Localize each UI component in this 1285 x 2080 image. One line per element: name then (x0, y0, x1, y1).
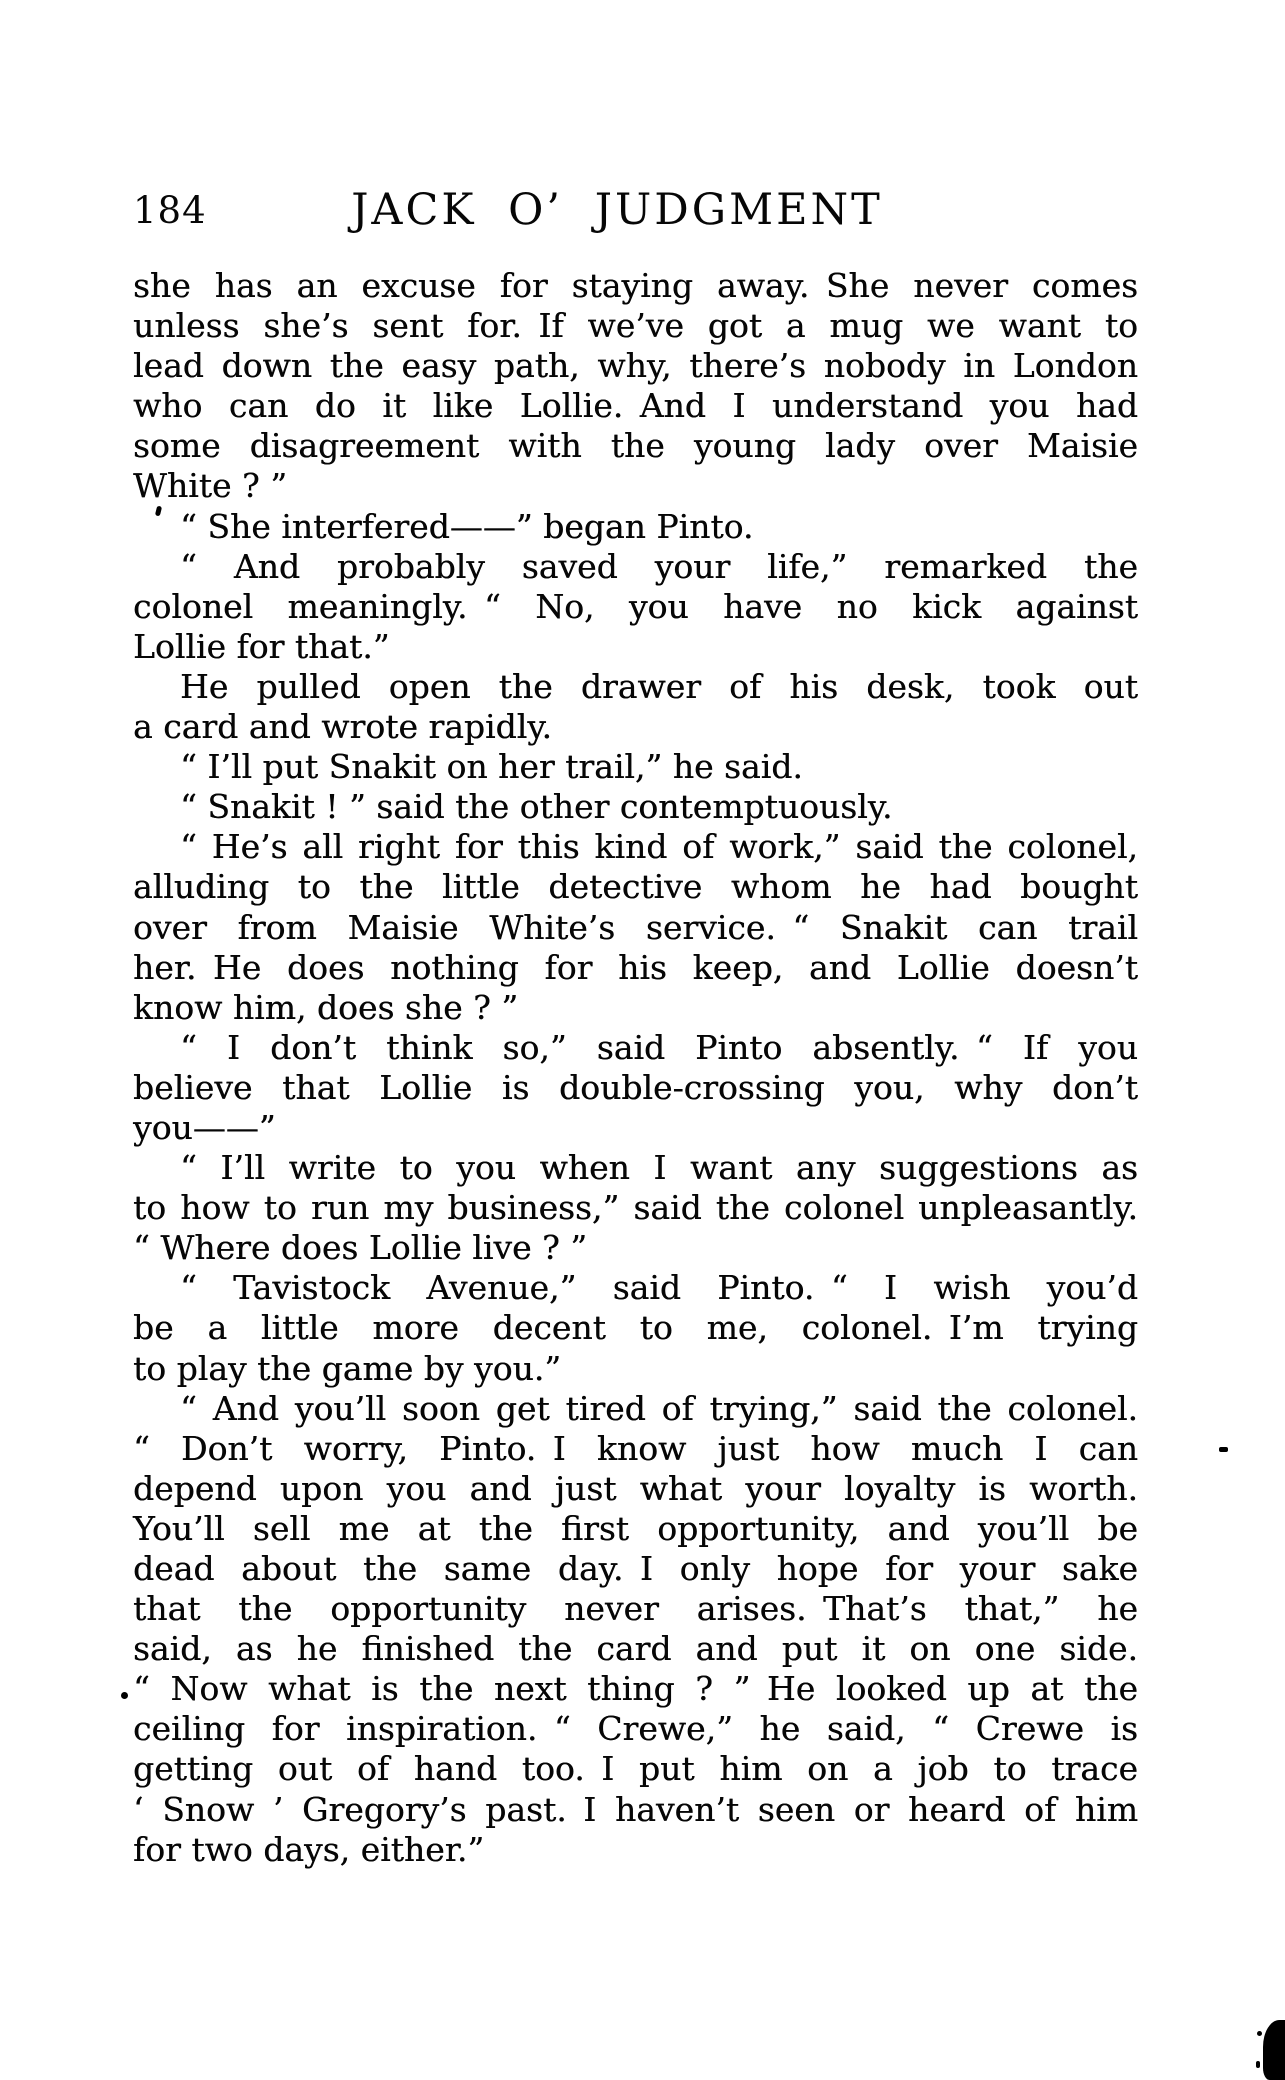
ink-speck (1257, 2031, 1262, 2036)
text-line: alluding to the little detective whom he had bought (133, 867, 1138, 907)
text-line: “ She interfered——” began Pinto. (180, 506, 754, 546)
text-line: Lollie for that.” (133, 626, 390, 666)
text-line: that the opportunity never arises. That’s that,” he (133, 1589, 1138, 1629)
text-line: “ He’s all right for this kind of work,” said the colonel, (180, 827, 1138, 867)
text-line: ‘ Snow ’ Gregory’s past. I haven’t seen or heard of him (133, 1789, 1138, 1829)
text-line: over from Maisie White’s service. “ Snakit can trail (133, 907, 1138, 947)
text-line: “ I’ll write to you when I want any suggestions as (180, 1148, 1138, 1188)
text-line: she has an excuse for staying away. She never comes (133, 266, 1138, 305)
ink-speck (1219, 1447, 1228, 1452)
scan-smudge-corner (1263, 2020, 1285, 2080)
text-line: You’ll sell me at the first opportunity, and you’ll be (133, 1508, 1138, 1548)
text-line: “ I’ll put Snakit on her trail,” he said. (180, 747, 803, 787)
text-line: getting out of hand too. I put him on a job to trace (133, 1749, 1138, 1789)
text-line: “ And probably saved your life,” remarked the (180, 546, 1138, 586)
text-line: dead about the same day. I only hope for your sake (133, 1549, 1138, 1588)
page-body (133, 266, 1138, 1870)
text-line: He pulled open the drawer of his desk, took out (180, 666, 1138, 706)
text-line: said, as he finished the card and put it on one side. (133, 1629, 1138, 1669)
running-title: JACK O’ JUDGMENT (351, 185, 883, 235)
text-line: to play the game by you.” (133, 1348, 562, 1388)
text-line: colonel meaningly. “ No, you have no kick against (133, 586, 1138, 626)
ink-speck (1256, 2061, 1260, 2068)
ink-speck (121, 1692, 128, 1699)
text-line: know him, does she ? ” (133, 987, 519, 1027)
text-line: “ Snakit ! ” said the other contemptuously. (180, 787, 893, 827)
text-line: “ And you’ll soon get tired of trying,” said the colonel. (180, 1388, 1138, 1428)
text-line: be a little more decent to me, colonel. I’m trying (133, 1308, 1138, 1348)
text-line: White ? ” (133, 466, 288, 506)
text-line: “ Now what is the next thing ? ” He looked up at the (133, 1669, 1138, 1709)
text-line: depend upon you and just what your loyalty is worth. (133, 1468, 1138, 1508)
text-line: ceiling for inspiration. “ Crewe,” he said, “ Crewe is (133, 1709, 1138, 1749)
text-line: “ I don’t think so,” said Pinto absently. “ If you (180, 1027, 1138, 1067)
text-line: some disagreement with the young lady over Maisie (133, 426, 1138, 466)
text-line: believe that Lollie is double-crossing you, why don’t (133, 1067, 1138, 1107)
page-number: 184 (133, 189, 207, 232)
text-line: “ Where does Lollie live ? ” (133, 1228, 588, 1268)
text-line: who can do it like Lollie. And I understand you had (133, 386, 1138, 426)
text-line: “ Don’t worry, Pinto. I know just how much I can (133, 1428, 1138, 1468)
text-line: to how to run my business,” said the colonel unpleasantly. (133, 1188, 1138, 1228)
text-line: you——” (133, 1107, 276, 1147)
text-line: lead down the easy path, why, there’s nobody in London (133, 346, 1138, 386)
text-line: her. He does nothing for his keep, and Lollie doesn’t (133, 947, 1138, 987)
text-line: unless she’s sent for. If we’ve got a mug we want to (133, 306, 1138, 346)
text-line: for two days, either.” (133, 1829, 485, 1869)
text-line: a card and wrote rapidly. (133, 707, 552, 747)
text-line: “ Tavistock Avenue,” said Pinto. “ I wish you’d (180, 1268, 1138, 1308)
